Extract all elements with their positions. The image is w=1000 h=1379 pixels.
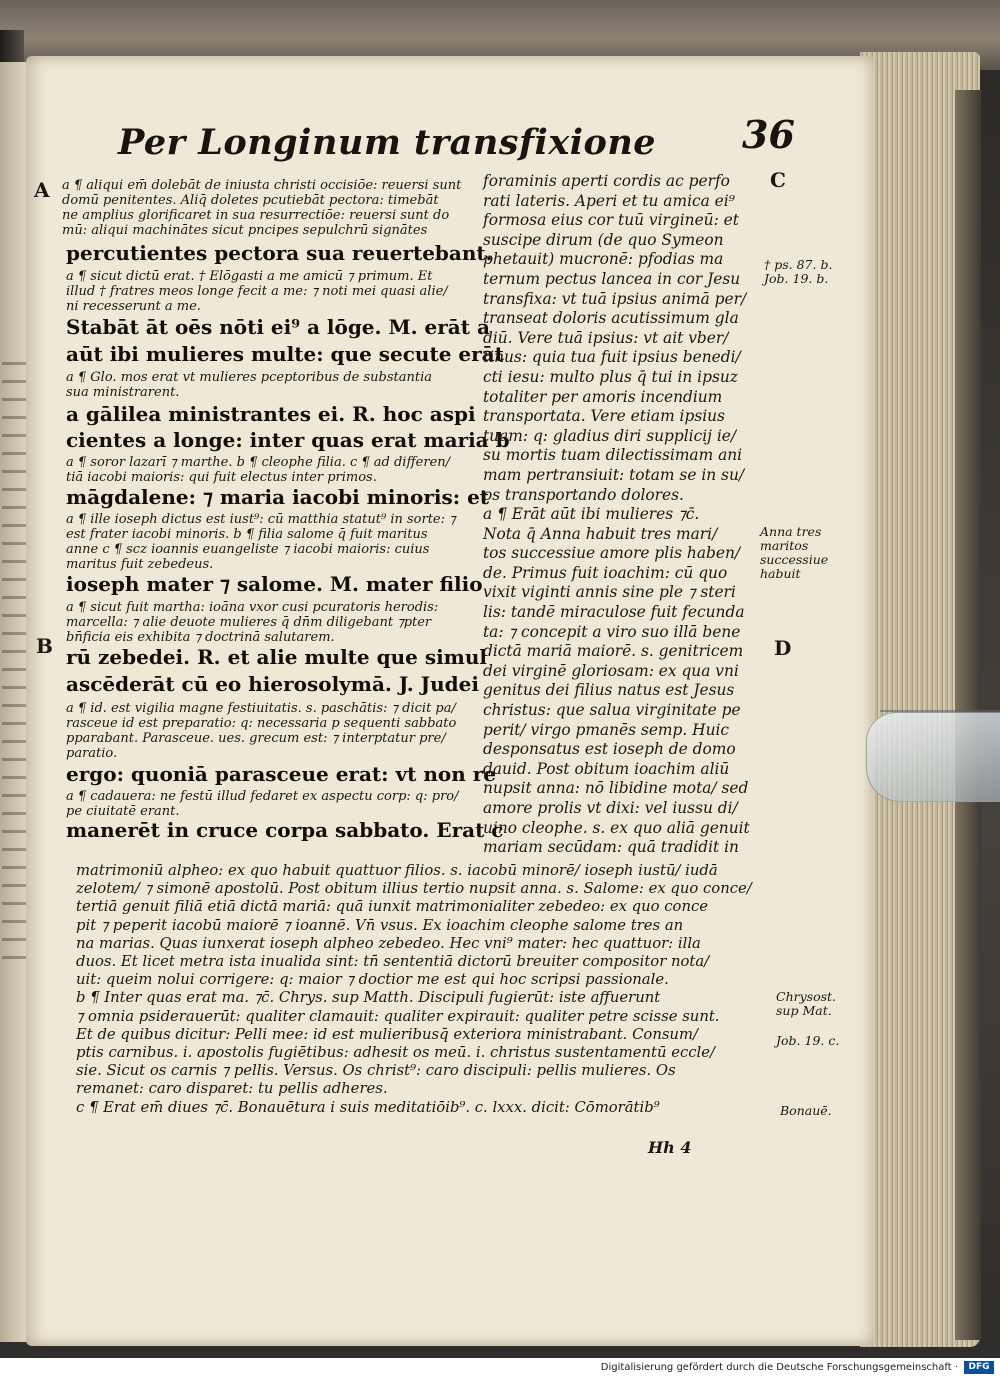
text-line: a gālilea ministrantes ei. R. hoc aspi [66,402,476,426]
text-line: rati lateris. Aperi et tu amica ei⁹ [483,191,735,210]
margin-note-chrysostom [776,990,836,1018]
text-line: duos. Et licet metra ista inualida sint: tn̄ sententiā dictorū breuiter compositor nota/ [76,953,710,971]
text-line: cti iesu: multo plus q̄ tui in ipsuz [483,367,738,386]
text-line: nupsit anna: nō libidine mota/ sed [483,779,749,798]
gloss-line: ne amplius glorificaret in sua resurrectiōe: reuersi sunt do [62,208,450,223]
side-note-line: maritos [760,538,809,553]
text-line: os transportando dolores. [483,485,684,504]
text-line: sie. Sicut os carnis ⁊ pellis. Versus. Os christ⁹: caro discipuli: pellis mulieres. Os [76,1062,676,1080]
text-line: mariam secūdam: quā tradidit in [483,838,739,857]
text-line: dei virginē gloriosam: ex qua vni [483,661,739,680]
side-note-line: Job. 19. b. [764,271,829,286]
gloss-line: a ¶ aliqui em̄ dolebāt de iniusta christi occisiōe: reuersi sunt [62,178,462,193]
gloss-line: pe ciuitatē erant. [66,804,180,819]
page-holder-clip [866,712,1000,802]
gloss-line: mū: aliqui machinātes sicut pncipes sepulchrū signātes [62,223,428,238]
gloss-block-6 [66,600,438,645]
gloss-block-4 [66,455,450,485]
gloss-line: paratio. [66,746,118,761]
text-line: perit/ virgo pmanēs semp. Huic [483,720,730,739]
gloss-line: illud † fratres meos longe fecit a me: ⁊ noti mei quasi alie/ [66,284,448,299]
side-note-line: Chrysost. [776,989,837,1004]
gloss-line: a ¶ sicut dictū erat. † Elōgasti a me amicū ⁊ primum. Et [66,269,433,284]
text-line: diū. Vere tuā ipsius: vt ait vber/ [483,328,729,347]
text-line: manerēt in cruce corpa sabbato. Erat c [66,818,504,842]
bottom-text-block [76,862,752,1117]
text-line: desponsatus est ioseph de domo [483,740,736,759]
text-line: remanet: caro disparet: tu pellis adheres. [76,1080,388,1098]
text-line: aūt ibi mulieres multe: que secute erāt [66,342,504,366]
text-line: de. Primus fuit ioachim: cū quo [483,563,728,582]
gloss-block-5 [66,512,456,572]
margin-letter-d: D [774,636,792,660]
text-line: totaliter per amoris incendium [483,387,723,406]
text-line: tos successiue amore plis haben/ [483,544,741,563]
text-line: christus: que salua virginitate pe [483,701,741,720]
gloss-block-3 [66,370,432,400]
text-line: ascēderāt cū eo hierosolymā. J. Judei [66,672,479,696]
text-line: vixit viginti annis sine ple ⁊ steri [483,583,736,602]
text-line: phetauit) mucronē: pfodias ma [483,250,724,269]
gloss-line: ni recesserunt a me. [66,299,201,314]
text-line: ioseph mater ⁊ salome. M. mater filio [66,572,483,596]
text-line: lis: tandē miraculose fuit fecunda [483,603,745,622]
text-line: Nota q̄ Anna habuit tres mari/ [483,524,718,543]
side-note [764,258,832,286]
text-line: zelotem/ ⁊ simonē apostolū. Post obitum illius tertio nupsit anna. s. Salome: ex quo conce/ [76,880,752,898]
gloss-line: sua ministrarent. [66,385,180,400]
text-line: cientes a longe: inter quas erat maria b [66,428,510,452]
text-line: tertiā genuit filiā etiā dictā mariā: quā iunxit matrimonialiter zebedeo: ex quo conce [76,898,709,916]
text-line: percutientes pectora sua reuertebant. [66,241,493,265]
gloss-line: est frater iacobi minoris. b ¶ filia salome q̄ fuit maritus [66,527,428,542]
text-line: dictā mariā maiorē. s. genitricem [483,642,744,661]
side-note-line: habuit [760,566,801,581]
text-line: ternum pectus lancea in cor Jesu [483,269,741,288]
right-column [483,172,750,858]
gloss-line: a ¶ id. est vigilia magne festiuitatis. s. paschātis: ⁊ dicit pa/ [66,701,456,716]
side-note-line: sup Mat. [776,1003,832,1018]
text-line: suscipe dirum (de quo Symeon [483,230,724,249]
gloss-line: maritus fuit zebedeus. [66,557,214,572]
gloss-block-1 [62,178,461,238]
gloss-line: a ¶ Glo. mos erat vt mulieres pceptoribus de substantia [66,370,432,385]
gloss-line: a ¶ ille ioseph dictus est iust⁹: cū matthia statut⁹ in sorte: ⁊ [66,512,456,527]
gloss-line: a ¶ sicut fuit martha: ioāna vxor cusi pcuratoris herodis: [66,600,439,615]
text-line: matrimoniū alpheo: ex quo habuit quattuor filios. s. iacobū minorē/ ioseph iustū/ iudā [76,862,718,879]
text-line: ⁊ omnia psiderauerūt: qualiter clamauit: qualiter expirauit: qualiter petre scisse sunt. [76,1007,720,1025]
gloss-line: tiā iacobi maioris: qui fuit electus inter primos. [66,470,377,485]
gloss-line: marcella: ⁊ alie deuote mulieres q̄ dn̄m diligebant ⁊pter [66,615,432,630]
margin-letter-b: B [36,634,53,658]
text-line: mam pertransiuit: totam se in su/ [483,465,745,484]
gloss-block-8 [66,789,459,819]
text-line: genitus dei filius natus est Jesus [483,681,735,700]
text-line: ptis carnibus. i. apostolis fugiētibus: adhesit os meū. i. christus sustentamentū eccle/ [76,1044,716,1062]
folio-number: 36 [742,112,795,157]
text-line: tinus: quia tua fuit ipsius benedi/ [483,348,741,367]
gloss-line: anne c ¶ scz ioannis euangeliste ⁊ iacobi maioris: cuius [66,542,430,557]
text-line: ta: ⁊ concepit a viro suo illā bene [483,622,741,641]
text-line: pit ⁊ peperit iacobū maiorē ⁊ ioannē. Vn̄ vsus. Ex ioachim cleophe salome tres an [76,916,684,934]
gloss-line: pparabant. Parasceue. ues. grecum est: ⁊ interptatur pre/ [66,731,446,746]
text-line: transportata. Vere etiam ipsius [483,407,725,426]
text-line: na marias. Quas iunxerat ioseph alpheo zebedeo. Hec vni⁹ mater: hec quattuor: illa [76,934,701,952]
gloss-line: bn̄ficia eis exhibita ⁊ doctrinā salutarem. [66,630,335,645]
text-line: māgdalene: ⁊ maria iacobi minoris: et [66,485,490,509]
text-line: c ¶ Erat em̄ diues ⁊c̄. Bonauētura i suis meditatiōib⁹. c. lxxx. dicit: Cōmorātib⁹ [76,1098,660,1116]
margin-note-job: Job. 19. c. [776,1033,840,1048]
text-line: Et de quibus dicitur: Pelli mee: id est mulieribusq̄ exteriora ministrabant. Consum/ [76,1025,698,1043]
text-line: uino cleophe. s. ex quo aliā genuit [483,818,750,837]
gloss-line: domū penitentes. Aliq̄ doletes pcutiebāt pectora: timebāt [62,193,439,208]
text-line: Stabāt āt oēs nōti ei⁹ a lōge. M. erāt a [66,315,490,339]
side-note-line: Anna tres [760,524,822,539]
text-line: su mortis tuam dilectissimam ani [483,446,743,465]
margin-letter-c: C [770,168,786,192]
dfg-logo: DFG [964,1361,994,1374]
side-note-line: successiue [760,552,829,567]
text-line: transfixa: vt tuā ipsius animā per/ [483,289,747,308]
side-note-line: † ps. 87. b. [764,257,833,272]
anna-note [760,525,828,581]
gloss-block-7 [66,701,456,761]
text-line: b ¶ Inter quas erat ma. ⁊c̄. Chrys. sup Matth. Discipuli fugierūt: iste affuerunt [76,989,661,1007]
text-line: dauid. Post obitum ioachim aliū [483,759,730,778]
funding-credit: Digitalisierung gefördert durch die Deutsche Forschungsgemeinschaft · [600,1362,958,1373]
text-line: foraminis aperti cordis ac perfo [483,172,730,190]
margin-note-bonaventura: Bonauē. [780,1103,832,1118]
text-line: uit: queim nolui corrigere: q: maior ⁊ doctior me est qui hoc scripsi passionale. [76,971,669,989]
gloss-block-2 [66,269,448,314]
gloss-line: a ¶ cadauera: ne festū illud fedaret ex aspectu corp: q: pro/ [66,789,459,804]
text-line: tuam: q: gladius diri supplicij ie/ [483,426,737,445]
text-line: formosa eius cor tuū virgineū: et [483,211,739,230]
gloss-line: a ¶ soror lazarī ⁊ marthe. b ¶ cleophe filia. c ¶ ad differen/ [66,455,451,470]
text-line: ergo: quoniā parasceue erat: vt non re [66,762,496,786]
gloss-line: rasceue id est preparatio: q: necessaria p sequenti sabbato [66,716,457,731]
text-line: a ¶ Erāt aūt ibi mulieres ⁊c̄. [483,505,700,524]
text-line: amore prolis vt dixi: vel iussu di/ [483,799,738,817]
text-line: rū zebedei. R. et alie multe que simul [66,645,487,669]
margin-letter-a: A [34,178,50,202]
signature-mark: Hh 4 [648,1138,692,1157]
page-heading: Per Longinum transfixione [118,122,657,163]
text-line: transeat doloris acutissimum gla [483,309,739,328]
